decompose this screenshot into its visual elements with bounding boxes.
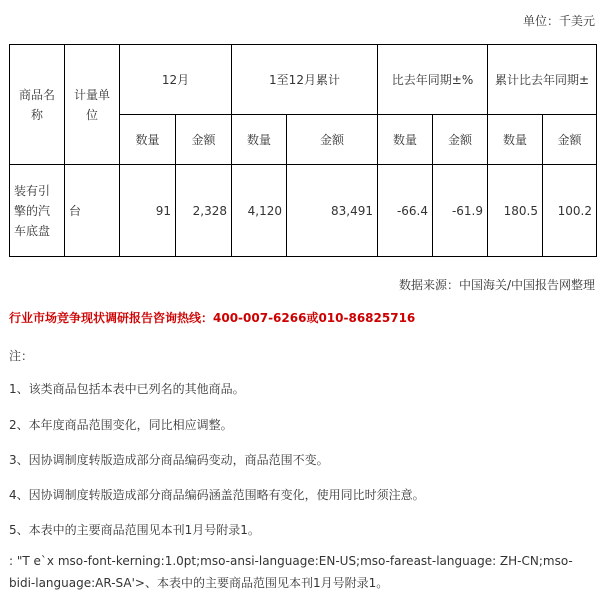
garbled-note: : "T e`x mso-font-kerning:1.0pt;mso-ansi-language:EN-US;mso-fareast-language: ZH-CN;mso-bidi-language:AR-SA'>、本表中的主要商品范围见本刊1月号附录1。 — [9, 554, 573, 590]
header-commodity: 商品名称 — [10, 45, 65, 165]
note-2: 2、本年度商品范围变化，同比相应调整。 — [9, 418, 233, 432]
header-ytd-yoy: 累计比去年同期± — [488, 45, 597, 115]
subheader-qty: 数量 — [232, 115, 287, 165]
note-4: 4、因协调制度转版造成部分商品编码涵盖范围略有变化，使用同比时须注意。 — [9, 488, 425, 502]
data-source: 数据来源：中国海关/中国报告网整理 — [398, 278, 595, 292]
row-yoy-qty: -66.4 — [378, 165, 433, 257]
row-yoy-amount: -61.9 — [433, 165, 488, 257]
header-ytd: 1至12月累计 — [232, 45, 378, 115]
row-month-amount: 2,328 — [176, 165, 232, 257]
trade-table — [9, 44, 597, 257]
header-row — [10, 45, 597, 115]
row-unit: 台 — [65, 165, 120, 257]
subheader-qty: 数量 — [378, 115, 433, 165]
row-month-qty: 91 — [120, 165, 176, 257]
header-month: 12月 — [120, 45, 232, 115]
hotline-text: 行业市场竞争现状调研报告咨询热线：400-007-6266或010-86825716 — [9, 311, 416, 325]
subheader-amount: 金额 — [543, 115, 597, 165]
notes-title: 注： — [9, 349, 34, 363]
subheader-amount: 金额 — [433, 115, 488, 165]
row-ytd-yoy-qty: 180.5 — [488, 165, 543, 257]
subheader-qty: 数量 — [488, 115, 543, 165]
row-ytd-amount: 83,491 — [287, 165, 378, 257]
header-yoy: 比去年同期±% — [378, 45, 488, 115]
table-row — [10, 165, 597, 257]
note-1: 1、该类商品包括本表中已列名的其他商品。 — [9, 382, 245, 396]
subheader-amount: 金额 — [287, 115, 378, 165]
note-5: 5、本表中的主要商品范围见本刊1月号附录1。 — [9, 523, 260, 537]
row-ytd-yoy-amount: 100.2 — [543, 165, 597, 257]
subheader-qty: 数量 — [120, 115, 176, 165]
subheader-amount: 金额 — [176, 115, 232, 165]
note-3: 3、因协调制度转版造成部分商品编码变动，商品范围不变。 — [9, 453, 329, 467]
row-ytd-qty: 4,120 — [232, 165, 287, 257]
unit-label: 单位：千美元 — [522, 14, 595, 28]
row-name: 装有引擎的汽车底盘 — [10, 165, 65, 257]
header-unit: 计量单位 — [65, 45, 120, 165]
